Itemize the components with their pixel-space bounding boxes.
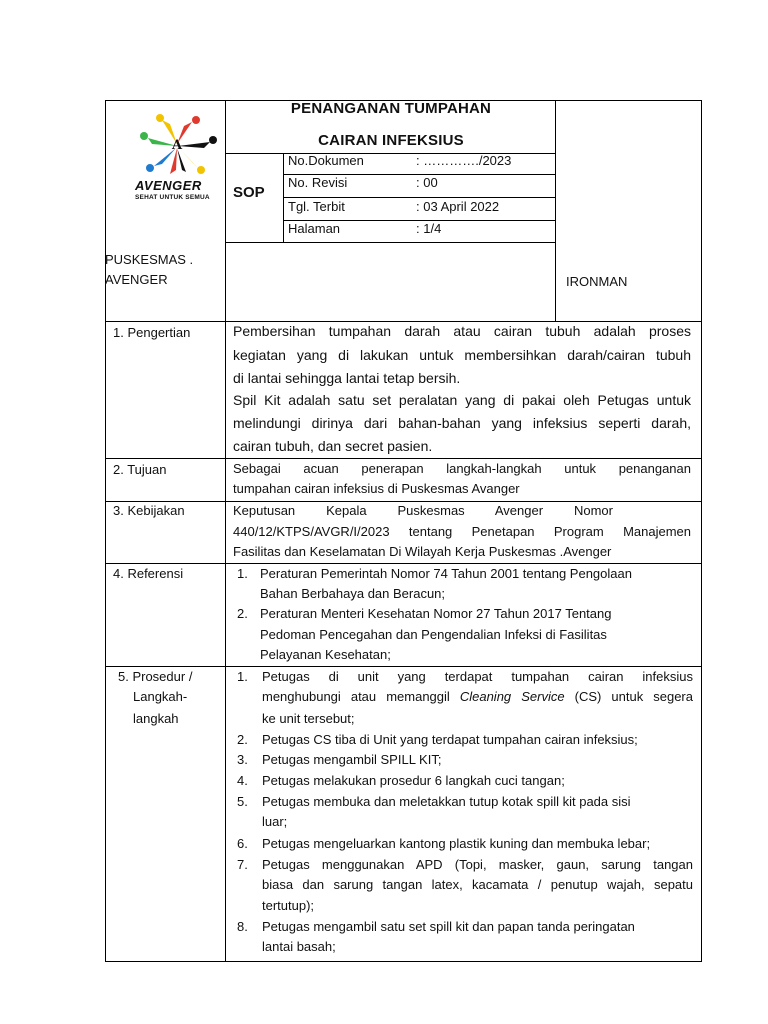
list-item-line: Petugas menggunakan APD (Topi, masker, gaun, sarung tangan (262, 857, 693, 872)
list-item-line: Petugas CS tiba di Unit yang terdapat tumpahan cairan infeksius; (262, 732, 638, 747)
body-line: Keputusan Kepala Puskesmas Avenger Nomor (233, 503, 613, 518)
list-item-line: ke unit tersebut; (262, 711, 355, 726)
body-line: cairan tubuh, dan secret pasien. (233, 438, 433, 454)
list-item-line: Bahan Berbahaya dan Beracun; (260, 586, 446, 601)
body-line: Spil Kit adalah satu set peralatan yang di pakai oleh Petugas untuk (233, 392, 691, 408)
list-item-line (262, 689, 693, 704)
section-label-referensi: 4. Referensi (113, 566, 184, 581)
body-line: di lantai sehingga lantai tetap bersih. (233, 370, 461, 386)
meta-value-halaman: : 1/4 (416, 221, 442, 236)
section-label-prosedur: Langkah- (133, 689, 188, 704)
meta-value-tgl-terbit: : 03 April 2022 (416, 199, 500, 214)
section-label-prosedur: langkah (133, 711, 179, 726)
list-item-line: Petugas mengeluarkan kantong plastik kuning dan membuka lebar; (262, 836, 651, 851)
list-number: 1. (237, 669, 248, 684)
list-item-line: Petugas mengambil satu set spill kit dan papan tanda peringatan (262, 919, 635, 934)
list-number: 5. (237, 794, 248, 809)
body-line: Fasilitas dan Keselamatan Di Wilayah Kerja Puskesmas .Avenger (233, 544, 612, 559)
body-line: tumpahan cairan infeksius di Puskesmas Avanger (233, 481, 520, 496)
list-number: 7. (237, 857, 248, 872)
body-line: kegiatan yang di lakukan untuk membersihkan darah/cairan tubuh (233, 347, 691, 363)
org-name-line1: PUSKESMAS . (105, 252, 194, 267)
meta-label-tgl-terbit: Tgl. Terbit (288, 199, 345, 214)
list-item-line: lantai basah; (262, 939, 336, 954)
list-item-line: Pedoman Pencegahan dan Pengendalian Infeksi di Fasilitas (260, 627, 607, 642)
signer-name: IRONMAN (566, 274, 628, 289)
section-label-tujuan: 2. Tujuan (113, 462, 167, 477)
body-line: Pembersihan tumpahan darah atau cairan tubuh adalah proses (233, 323, 691, 339)
logo-tagline: SEHAT UNTUK SEMUA (135, 194, 210, 201)
body-line: 440/12/KTPS/AVGR/I/2023 tentang Penetapan Program Manajemen (233, 524, 691, 539)
document-title-line1: PENANGANAN TUMPAHAN (290, 100, 492, 117)
avenger-logo (132, 112, 222, 204)
list-item-line: Petugas membuka dan meletakkan tutup kotak spill kit pada sisi (262, 794, 631, 809)
text-run: menghubungi atau memanggil (262, 689, 460, 704)
body-line: melindungi dirinya dari bahan-bahan yang infeksius seperti darah, (233, 415, 691, 431)
cleaning-service-term: Cleaning Service (459, 689, 565, 704)
list-number: 4. (237, 773, 248, 788)
list-item-line: tertutup); (262, 898, 315, 913)
body-line: Sebagai acuan penerapan langkah-langkah untuk penanganan (233, 461, 691, 476)
org-name-line2: AVENGER (105, 272, 168, 287)
text-run: (CS) untuk segera (564, 689, 693, 704)
section-label-prosedur: 5. Prosedur / (118, 669, 193, 684)
list-item-line: Pelayanan Kesehatan; (260, 647, 391, 662)
meta-value-no-revisi: : 00 (416, 175, 438, 190)
list-number: 6. (237, 836, 248, 851)
list-number: 8. (237, 919, 248, 934)
list-number: 2. (237, 606, 248, 621)
section-label-pengertian: 1. Pengertian (113, 325, 191, 340)
logo-brand: AVENGER (135, 178, 202, 193)
meta-label-no-revisi: No. Revisi (288, 175, 348, 190)
meta-label-halaman: Halaman (288, 221, 341, 236)
list-item-line: Petugas di unit yang terdapat tumpahan cairan infeksius (262, 669, 693, 684)
list-item-line: Peraturan Menteri Kesehatan Nomor 27 Tahun 2017 Tentang (260, 606, 612, 621)
list-number: 3. (237, 752, 248, 767)
sop-label: SOP (233, 184, 265, 201)
meta-label-no-dokumen: No.Dokumen (288, 153, 364, 168)
list-item-line: biasa dan sarung tangan latex, kacamata / penutup wajah, sepatu (262, 877, 693, 892)
logo-letter: A (172, 138, 183, 153)
section-label-kebijakan: 3. Kebijakan (113, 503, 185, 518)
list-item-line: Peraturan Pemerintah Nomor 74 Tahun 2001 tentang Pengolaan (260, 566, 632, 581)
list-item-line: luar; (262, 814, 288, 829)
list-number: 2. (237, 732, 248, 747)
list-item-line: Petugas mengambil SPILL KIT; (262, 752, 442, 767)
meta-value-no-dokumen: : …………./2023 (416, 153, 512, 168)
list-item-line: Petugas melakukan prosedur 6 langkah cuci tangan; (262, 773, 565, 788)
list-number: 1. (237, 566, 248, 581)
document-title-line2: CAIRAN INFEKSIUS (318, 132, 464, 149)
